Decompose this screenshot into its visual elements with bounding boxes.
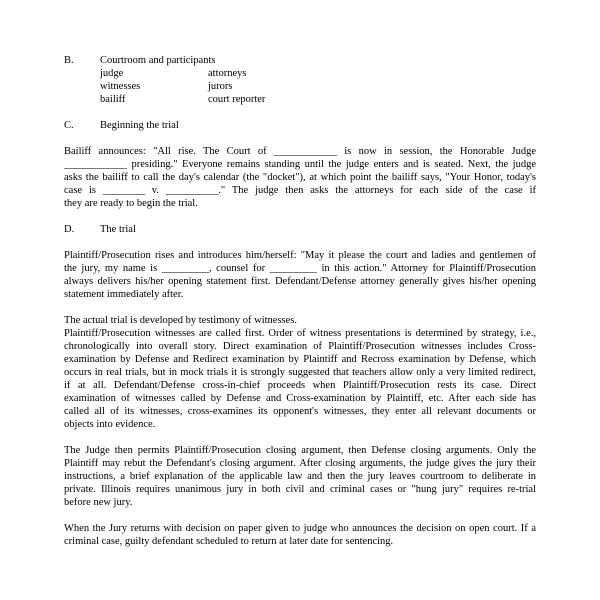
section-b-title: Courtroom and participants bbox=[100, 55, 216, 66]
participant: witnesses bbox=[100, 81, 141, 92]
text-line: Bailiff announces: "All rise. The Court of ____________ is now in session, the Honorable Judge bbox=[64, 146, 536, 157]
participants-list bbox=[100, 67, 265, 106]
section-d-heading bbox=[64, 223, 136, 236]
text-line: examination of witnesses called by Defense and Cross-examination by Plaintiff, etc. After each side has bbox=[64, 393, 536, 404]
text-line: if at all. Defendant/Defense cross-in-chief proceeds when Plaintiff/Prosecution rests its case. Direct bbox=[64, 380, 536, 391]
section-d-letter: D. bbox=[64, 224, 75, 235]
text-line: occurs in real trials, but in mock trials it is strongly suggested that teachers allow only a very limited redirect, bbox=[64, 367, 536, 378]
participant: judge bbox=[100, 68, 124, 79]
participant: jurors bbox=[208, 81, 233, 92]
text-line: ____________ presiding." Everyone remains standing until the judge enters and is seated. Next, the judge bbox=[64, 159, 536, 170]
text-line: the jury, my name is _________, counsel for _________ in this action." Attorney for Plaintiff/Prosecution bbox=[64, 263, 536, 274]
text-line: always delivers his/her opening statement first. Defendant/Defense attorney generally gives his/her opening bbox=[64, 276, 536, 287]
text-line: before new jury. bbox=[64, 497, 133, 508]
text-line: chronologically into overall story. Direct examination of Plaintiff/Prosecution witnesses includes Cross- bbox=[64, 341, 536, 352]
text-line: The actual trial is developed by testimony of witnesses. bbox=[64, 315, 297, 326]
text-line: case is ________ v. __________." The judge then asks the attorneys for each side of the case if bbox=[64, 185, 536, 196]
text-line: they are ready to begin the trial. bbox=[64, 198, 198, 209]
text-line: asks the bailiff to call the day's calendar (the "docket"), at which point the bailiff says, "Your Honor, today's bbox=[64, 172, 536, 183]
participant-row bbox=[100, 67, 265, 80]
text-line: criminal case, guilty defendant scheduled to return at later date for sentencing. bbox=[64, 536, 394, 547]
participant-row bbox=[100, 93, 265, 106]
participant: attorneys bbox=[208, 68, 247, 79]
text-line: Plaintiff/Prosecution rises and introduces him/herself: "May it please the court and ladies and gentlemen of bbox=[64, 250, 536, 261]
text-line: statement immediately after. bbox=[64, 289, 184, 300]
section-b-letter: B. bbox=[64, 55, 74, 66]
text-line: When the Jury returns with decision on paper given to judge who announces the decision on open court. If a bbox=[64, 523, 536, 534]
section-d-title: The trial bbox=[100, 224, 136, 235]
section-c-title: Beginning the trial bbox=[100, 120, 179, 131]
text-line: The Judge then permits Plaintiff/Prosecution closing argument, then Defense closing arguments. Only the bbox=[64, 445, 536, 456]
text-line: examination by Defense and Redirect examination by Plaintiff and Recross examination by Defense, which bbox=[64, 354, 536, 365]
section-c-heading bbox=[64, 119, 179, 132]
text-line: instructions, a brief explanation of the applicable law and then the jury leaves courtroom to deliberate in bbox=[64, 471, 536, 482]
section-b-heading bbox=[64, 54, 215, 67]
participant: court reporter bbox=[208, 94, 266, 105]
text-line: Plaintiff/Prosecution witnesses are called first. Order of witness presentations is determined by strategy, i.e., bbox=[64, 328, 536, 339]
participant: bailiff bbox=[100, 94, 126, 105]
text-line: called all of its witnesses, cross-examines its opponent's witnesses, they enter all relevant documents or bbox=[64, 406, 536, 417]
section-c-letter: C. bbox=[64, 120, 74, 131]
text-line: Plaintiff may rebut the Defendant's closing argument. After closing arguments, the judge gives the jury their bbox=[64, 458, 536, 469]
text-line: objects into evidence. bbox=[64, 419, 156, 430]
text-line: private. Illinois requires unanimous jury in both civil and criminal cases or "hung jury" requires re-trial bbox=[64, 484, 536, 495]
participant-row bbox=[100, 80, 265, 93]
